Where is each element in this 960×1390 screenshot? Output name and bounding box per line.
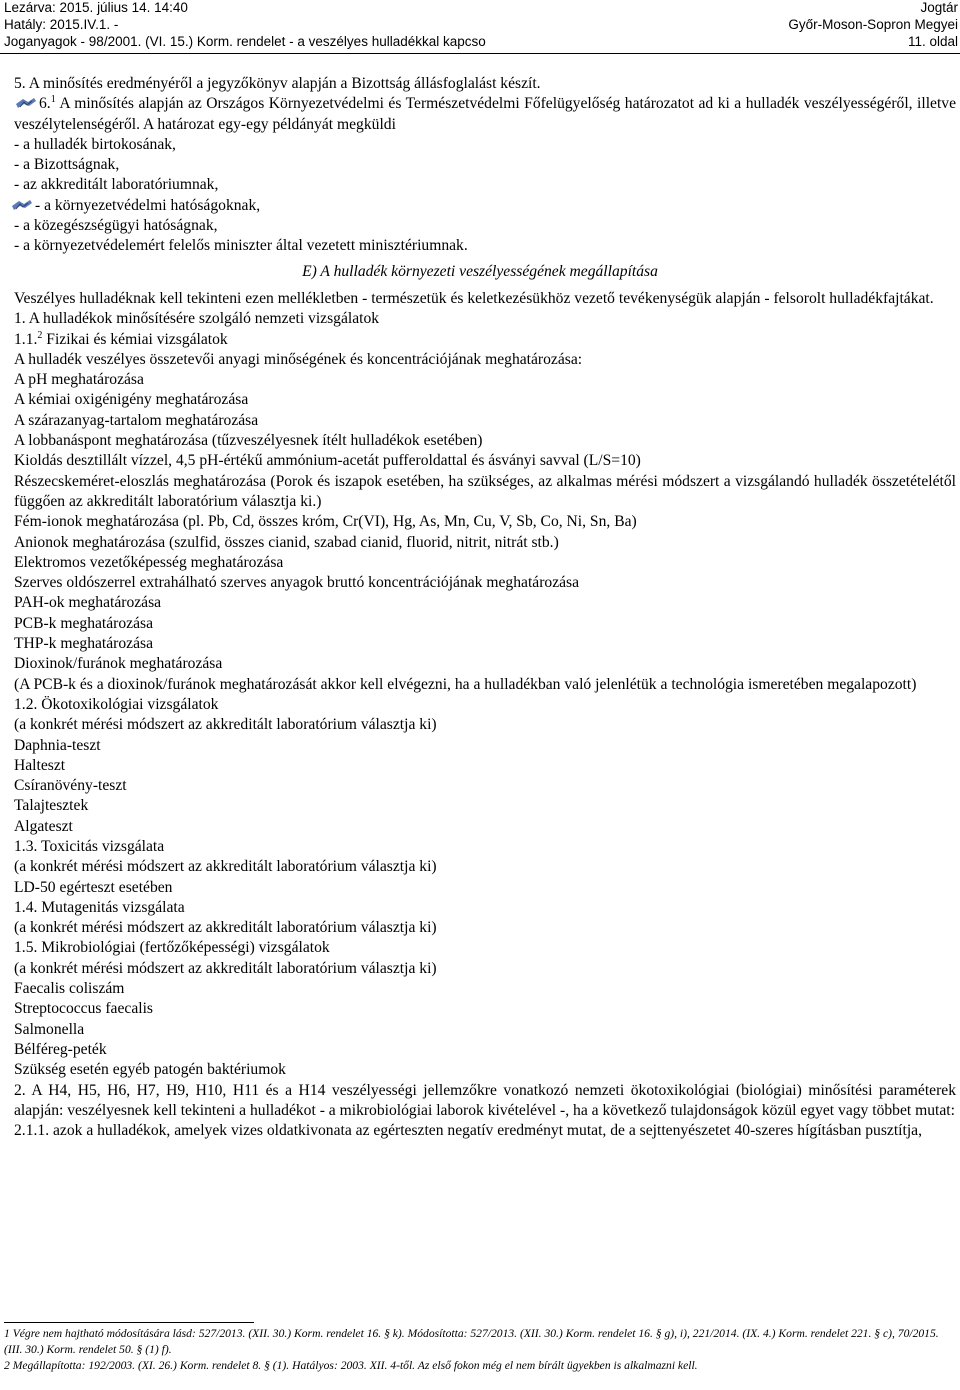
body-line: LD-50 egérteszt esetében [14,878,173,896]
body-line: Szerves oldószerrel extrahálható szerves anyagok bruttó koncentrációjának meghatározása [14,574,580,592]
heading-1: 1. A hulladékok minősítésére szolgáló nemzeti vizsgálatok [14,310,380,328]
paragraph-6-text: A minősítés alapján az Országos Környezetvédelmi és Természetvédelmi Főfelügyelőség határozatot ad ki a hulladék veszélyességéről, illetve veszélytelenségéről. A határozat egy-egy példányát megküldi [14,95,956,133]
footnote-ref-1[interactable]: 1 [50,94,56,106]
body-line: Talajtesztek [14,797,89,815]
list-item: - a Bizottságnak, [14,156,120,174]
header-divider [0,53,960,54]
intro-paragraph: Veszélyes hulladéknak kell tekinteni ezen mellékletben - természetük és keletkezésükhöz vezető tevékenységük alapján - felsorolt hulladékfajtákat. [14,289,934,307]
body-line: A pH meghatározása [14,371,144,389]
body-line: PAH-ok meghatározása [14,594,162,612]
body-line: Szükség esetén egyéb patogén baktériumok [14,1061,286,1079]
section-title: E) A hulladék környezeti veszélyességének megállapítása [302,262,658,280]
paragraph-6-number: 6. [39,95,51,113]
body-line: A kémiai oxigénigény meghatározása [14,391,249,409]
body-line: Halteszt [14,756,66,774]
page-number: 11. oldal [907,34,958,49]
body-line: 1.4. Mutagenitás vizsgálata [14,898,185,916]
body-line: A lobbanáspont meghatározása (tűzveszélyesnek ítélt hulladékok esetében) [14,432,483,450]
amendment-icon[interactable] [10,198,34,212]
body-line: Streptococcus faecalis [14,1000,153,1018]
closed-date: Lezárva: 2015. július 14. 14:40 [4,0,188,15]
list-item: - a hulladék birtokosának, [14,135,176,153]
body-line: 1.2. Ökotoxikológiai vizsgálatok [14,695,219,713]
body-line: Daphnia-teszt [14,736,101,754]
list-item-amended [4,196,956,216]
paragraph-5: 5. A minősítés eredményéről a jegyzőkönyv alapján a Bizottság állásfoglalást készít. [14,75,541,92]
document-body [4,74,956,1141]
body-line: Anionok meghatározása (szulfid, összes cianid, szabad cianid, fluorid, nitrit, nitrát stb.) [14,533,559,551]
list-item-text: - a környezetvédelmi hatóságoknak, [35,196,261,214]
library-name: Győr-Moson-Sopron Megyei [788,17,958,32]
body-line: (a konkrét mérési módszert az akkreditált laboratórium választja ki) [14,716,437,734]
body-line: 2.1.1. azok a hulladékok, amelyek vizes oldatkivonata az egérteszten negatív eredményt mutat, de a sejttenyészetet 40-szeres hígításban pusztítja, [14,1122,922,1140]
amendment-icon[interactable] [14,96,38,110]
body-line: A szárazanyag-tartalom meghatározása [14,411,259,429]
footnote-1: 1 Végre nem hajtható módosítására lásd: 527/2013. (XII. 30.) Korm. rendelet 16. § k). Módosította: 527/2013. (XII. 30.) Korm. rendelet 16. § g), i), 221/2014. (IX. 4.) Korm. rendelet 221. § c), 70/2015.(III. 30.) Korm. rendelet 50. § (1) f). [4,1327,939,1356]
body-line: Részecskeméret-eloszlás meghatározása (Porok és iszapok esetében, ha szükséges, az alkalmas mérési módszert a vizsgálandó hulladék összetételétől függően az akkreditált laboratórium választja ki.) [14,472,956,510]
body-line: Elektromos vezetőképesség meghatározása [14,553,284,571]
list-item: - a közegészségügyi hatóságnak, [14,217,218,235]
paragraph-6 [4,94,956,135]
body-line: (a konkrét mérési módszert az akkreditált laboratórium választja ki) [14,858,437,876]
list-item: - a környezetvédelemért felelős miniszter által vezetett minisztériumnak. [14,237,468,255]
test-list [4,350,956,1142]
body-line: Fém-ionok meghatározása (pl. Pb, Cd, összes króm, Cr(VI), Hg, As, Mn, Cu, V, Sb, Co, Ni, Sn, Ba) [14,513,637,531]
body-line: (A PCB-k és a dioxinok/furánok meghatározását akkor kell elvégezni, ha a hulladékban való jelenlétük a technológia ismeretében megalapozott) [14,675,917,693]
footnote-2: 2 Megállapította: 192/2003. (XI. 26.) Korm. rendelet 8. § (1). Hatályos: 2003. XII. 4-től. Az első fokon még el nem bírált ügyekben is alkalmazni kell. [4,1359,698,1372]
body-line: Csíranövény-teszt [14,777,127,795]
body-line: PCB-k meghatározása [14,614,154,632]
body-line: 2. A H4, H5, H6, H7, H9, H10, H11 és a H14 veszélyességi jellemzőkre vonatkozó nemzeti ökotoxikológiai (biológiai) minősítési paraméterek alapján: veszélyesnek kell tekinteni a hulladékot - a mikrobiológiai laborok kivételével -, ha a következő tulajdonságok közül egyet vagy többet mutat: [14,1081,956,1119]
body-line: 1.3. Toxicitás vizsgálata [14,837,165,855]
page-header [0,0,960,54]
effective-date: Hatály: 2015.IV.1. - [4,17,119,32]
body-line: (a konkrét mérési módszert az akkreditált laboratórium választja ki) [14,919,437,937]
body-line: 1.5. Mikrobiológiai (fertőzőképességi) vizsgálatok [14,939,330,957]
list-item: - az akkreditált laboratóriumnak, [14,176,219,194]
body-line: Algateszt [14,817,73,835]
heading-1-1: 1.1.$^2$ Fizikai és kémiai vizsgálatok [14,329,228,348]
footnote-divider [4,1322,254,1323]
footnote-ref-2[interactable]: 2 [37,329,43,341]
body-line: Salmonella [14,1020,85,1038]
body-line: Dioxinok/furánok meghatározása [14,655,223,673]
body-line: A hulladék veszélyes összetevői anyagi minőségének és koncentrációjának meghatározása: [14,350,583,368]
document-title: Joganyagok - 98/2001. (VI. 15.) Korm. rendelet - a veszélyes hulladékkal kapcso [4,34,486,49]
footnotes [4,1322,956,1374]
body-line: Faecalis coliszám [14,980,125,998]
body-line: (a konkrét mérési módszert az akkreditált laboratórium választja ki) [14,959,437,977]
body-line: Kioldás desztillált vízzel, 4,5 pH-értékű ammónium-acetát pufferoldattal és ásványi savval (L/S=10) [14,452,641,470]
publisher-name: Jogtár [920,0,958,15]
body-line: Bélféreg-peték [14,1040,107,1058]
body-line: THP-k meghatározása [14,635,153,653]
